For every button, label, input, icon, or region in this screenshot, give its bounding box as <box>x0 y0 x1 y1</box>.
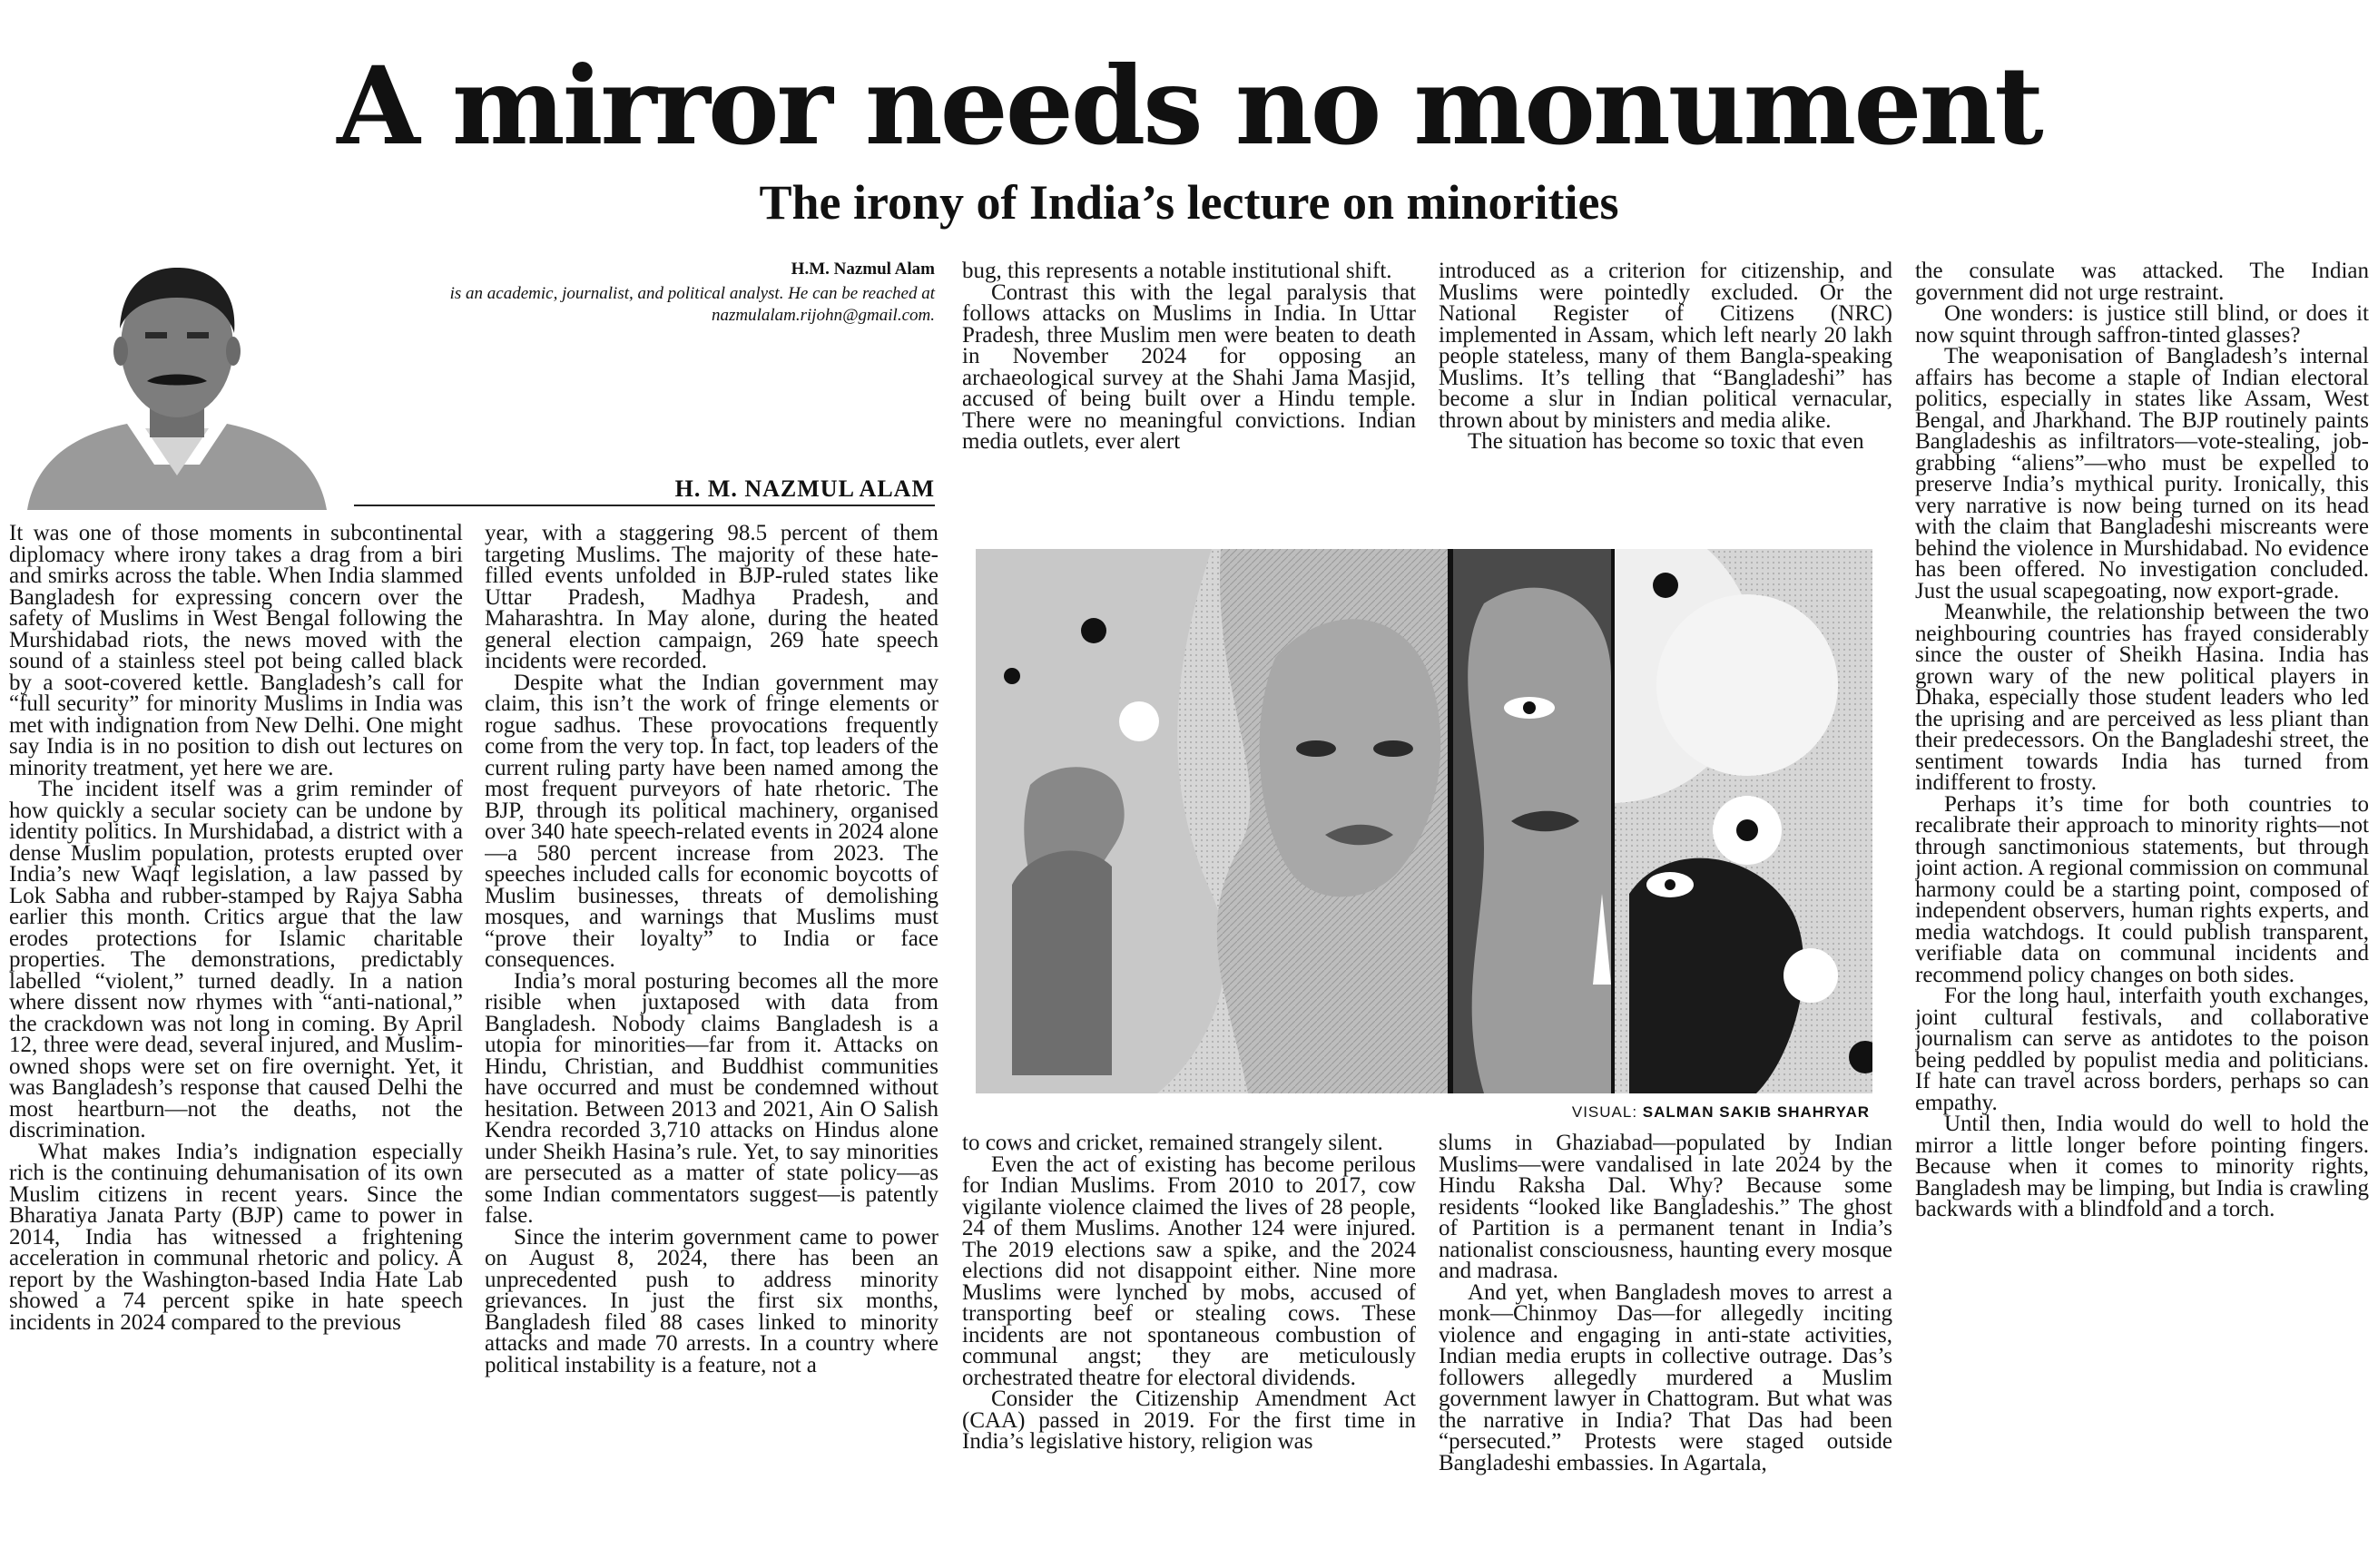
paragraph: Since the interim government came to power on August 8, 2024, there has been an unprecedented push to address minority grievances. In just the first six months, Bangladesh filed 88 cases linked to minority attacks and made 70 arrests. In a country where political instability is a feature, not a <box>485 1224 938 1377</box>
author-bio: is an academic, journalist, and political analyst. He can be reached at nazmulalam.rijohn@gmail.com. <box>449 284 935 325</box>
paragraph: Consider the Citizenship Amendment Act (CAA) passed in 2019. For the first time in India’s legislative history, religion was <box>962 1387 1416 1454</box>
paragraph: the consulate was attacked. The Indian government did not urge restraint. <box>1915 260 2369 305</box>
author-caps-name: H. M. NAZMUL ALAM <box>674 475 935 502</box>
paragraph: Even the act of existing has become perilous for Indian Muslims. From 2010 to 2017, cow vigilante violence claimed the lives of 28 people, 24 of them Muslims. Another 124 were injured. The 2019 elections saw a spike, and the 2024 elections did not disappoint either. Nine more Muslims were lynched by mobs, accused of transporting beef or stealing cows. These incidents are not spontaneous combustion of communal angst; they are meticulously orchestrated theatre for electoral dividends. <box>962 1152 1416 1390</box>
column-2 <box>485 523 938 1564</box>
column-5 <box>1915 260 2369 1564</box>
paragraph: Perhaps it’s time for both countries to recalibrate their approach to minority rights—not through sanctimonious statements, but through joint action. A regional commission on communal harmony could be a starting point, composed of independent observers, human rights experts, and media watchdogs. It could publish transparent, verifiable data on communal incidents and recommend policy changes on both sides. <box>1915 791 2369 987</box>
headline: A mirror needs no monument <box>337 43 2041 169</box>
author-portrait <box>9 238 345 510</box>
paragraph: year, with a staggering 98.5 percent of them targeting Muslims. The majority of these hate-filled events unfolded in BJP-ruled states like Uttar Pradesh, Madhya Pradesh, and Maharashtra. In May alone, during the heated general election campaign, 269 hate speech incidents were recorded. <box>485 523 938 673</box>
paragraph: Despite what the Indian government may claim, this isn’t the work of fringe elements or rogue sadhus. These provocations frequently come from the very top. In fact, top leaders of the current ruling party have been named among the most frequent purveyors of hate rhetoric. The BJP, through its political machinery, organised over 340 hate speech-related events in 2024 alone—a 580 percent increase from 2023. The speeches included calls for economic boycotts of Muslim businesses, threats of demolishing mosques, and warnings that Muslims must “prove their loyalty” to India or face consequences. <box>485 670 938 972</box>
paragraph: What makes India’s indignation especially rich is the continuing dehumanisation of its own Muslim citizens in recent years. Since the Bharatiya Janata Party (BJP) came to power in 2014, India has witnessed a frightening acceleration in communal rhetoric and policy. A report by the Washington-based India Hate Lab showed a 74 percent spike in hate speech incidents in 2024 compared to the previous <box>9 1139 463 1335</box>
column-4-top <box>1439 260 1892 525</box>
paragraph: Contrast this with the legal paralysis that follows attacks on Muslims in India. In Uttar Pradesh, three Muslim men were beaten to death in November 2024 for opposing an archaeological survey at the Shahi Jama Masjid, accused of being built over a Hindu temple. There were no meaningful convictions. Indian media outlets, ever alert <box>962 279 1416 454</box>
paragraph: It was one of those moments in subcontinental diplomacy where irony takes a drag from a biri and smirks across the table. When India slammed Bangladesh for expressing concern over the safety of Muslims in West Bengal following the Murshidabad riots, the news moved with the sound of a stainless steel pot being called black by a soot-covered kettle. Bangladesh’s call for “full security” for minority Muslims in India was met with indignation from New Delhi. One might say India is in no position to dish out lectures on minority treatment, yet here we are. <box>9 523 463 780</box>
credit-prefix: VISUAL: <box>1571 1103 1643 1121</box>
column-1 <box>9 523 463 1564</box>
paragraph: And yet, when Bangladesh moves to arrest a monk—Chinmoy Das—for allegedly inciting violence and engaging in anti-state activities, Indian media erupts in collective outrage. Das’s followers allegedly murdered a Muslim government lawyer in Chattogram. But what was the narrative in India? That Das had been “persecuted.” Protests were staged outside Bangladeshi embassies. In Agartala, <box>1439 1279 1892 1475</box>
paragraph: bug, this represents a notable institutional shift. <box>962 260 1392 283</box>
paragraph: India’s moral posturing becomes all the more risible when juxtaposed with data from Bangladesh. Nobody claims Bangladesh is a utopia for minorities—far from it. Attacks on Hindu, Christian, and Buddhist communities have occurred and must be condemned without hesitation. Between 2013 and 2021, Ain O Salish Kendra recorded 3,710 attacks on Hindus alone under Sheikh Hasina’s rule. Yet, to say minorities are persecuted as a matter of state policy—as some Indian commentators suggest—is patently false. <box>485 968 938 1228</box>
illustration-credit <box>1543 1103 1870 1122</box>
paragraph: to cows and cricket, remained strangely silent. <box>962 1132 1383 1155</box>
paragraph: The incident itself was a grim reminder of how quickly a secular society can be undone by identity politics. In Murshidabad, a district with a dense Muslim population, protests erupted over India’s new Waqf legislation, a law passed by Lok Sabha and rubber-stamped by Rajya Sabha earlier this month. Critics argue that the law erodes protections for Islamic charitable properties. The demonstrations, predictably labelled “violent,” turned deadly. In a nation where dissent now rhymes with “anti-national,” the crackdown was not long in coming. By April 12, three were dead, several injured, and Muslim-owned shops were set on fire overnight. Yet, it was Bangladesh’s response that caused Delhi the most heartburn—not the deaths, not the discrimination. <box>9 777 463 1142</box>
paragraph: introduced as a criterion for citizenship, and Muslims were pointedly excluded. Or the National Register of Citizens (NRC) implemented in Assam, which left nearly 20 lakh people stateless, many of them Bangla-speaking Muslims. It’s telling that “Bangladeshi” has become a slur in Indian political vernacular, thrown about by ministers and media alike. <box>1439 260 1892 433</box>
column-4-bottom <box>1439 1132 1892 1564</box>
byline-divider <box>354 505 935 506</box>
paragraph: The weaponisation of Bangladesh’s internal affairs has become a staple of Indian electoral politics, especially in states like Assam, West Bengal, and Jharkhand. The BJP routinely paints Bangladeshis as infiltrators—vote-stealing, job-grabbing “aliens”—who must be expelled to preserve India’s mythical purity. Ironically, this very narrative is now being turned on its head with the claim that Bangladeshi miscreants were behind the violence in Murshidabad. No evidence has been offered. No investigation concluded. Just the usual scapegoating, now export-grade. <box>1915 344 2369 603</box>
illustration <box>976 549 1872 1093</box>
column-3-top <box>962 260 1416 525</box>
author-name: H.M. Nazmul Alam <box>791 260 935 279</box>
paragraph: Meanwhile, the relationship between the two neighbouring countries has frayed considerably since the ouster of Sheikh Hasina. India has grown wary of the new political players in Dhaka, especially those student leaders who led the uprising and are perceived as less pliant than their predecessors. On the Bangladeshi street, the sentiment towards India has turned from indifferent to frosty. <box>1915 600 2369 795</box>
paragraph: The situation has become so toxic that even <box>1468 429 1864 454</box>
byline-box <box>9 238 935 510</box>
subheadline: The irony of India’s lecture on minorities <box>759 175 1619 230</box>
paragraph: For the long haul, interfaith youth exchanges, joint cultural festivals, and collaborative journalism can serve as antidotes to the poison being peddled by populist media and politicians. If hate can travel across borders, perhaps so can empathy. <box>1915 984 2369 1115</box>
paragraph: Until then, India would do well to hold the mirror a little longer before pointing fingers. Because when it comes to minority rights, Bangladesh may be limping, but India is crawling backwards with a blindfold and a torch. <box>1915 1112 2369 1221</box>
paragraph: One wonders: is justice still blind, or does it now squint through saffron-tinted glasses? <box>1915 301 2369 348</box>
credit-name: SALMAN SAKIB SHAHRYAR <box>1642 1103 1870 1121</box>
column-3-bottom <box>962 1132 1416 1564</box>
paragraph: slums in Ghaziabad—populated by Indian Muslims—were vandalised in late 2024 by the Hindu Raksha Dal. Why? Because some residents “looked like Bangladeshis.” The ghost of Partition is a permanent tenant in India’s nationalist consciousness, haunting every mosque and madrasa. <box>1439 1132 1892 1283</box>
